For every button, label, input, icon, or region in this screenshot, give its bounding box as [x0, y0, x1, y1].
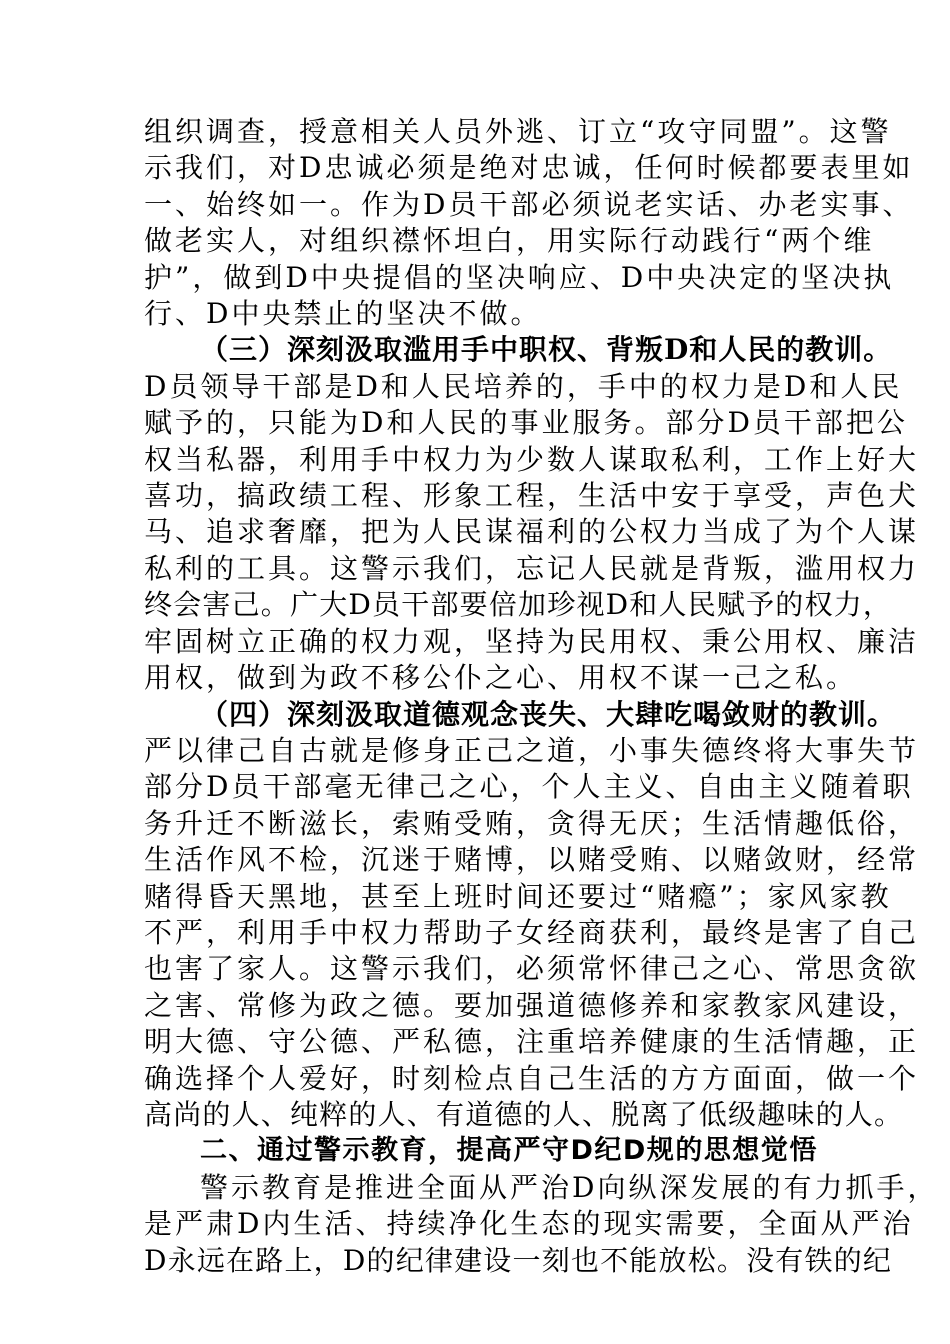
text-line-16: 用权，做到为政不移公仆之心、用权不谋一己之私。 [144, 661, 858, 695]
text-line-5: 护”，做到D中央提倡的坚决响应、D中央决定的坚决执 [144, 260, 895, 294]
text-line-31: 是严肃D内生活、持续净化生态的现实需要，全面从严治 [144, 1207, 914, 1241]
text-line-18: 严以律己自古就是修身正己之道，小事失德终将大事失节 [144, 733, 920, 767]
text-line-23: 不严，利用手中权力帮助子女经商获利，最终是害了自己 [144, 915, 920, 949]
text-line-1: 组织调查，授意相关人员外逃、订立“攻守同盟”。这警 [144, 115, 892, 148]
text-line-12: 马、追求奢靡，把为人民谋福利的公权力当成了为个人谋 [144, 515, 920, 549]
text-line-25: 之害、常修为政之德。要加强道德修养和家教家风建设， [144, 988, 920, 1022]
text-line-26: 明大德、守公德、严私德，注重培养健康的生活情趣，正 [144, 1025, 920, 1059]
text-line-8: D员领导干部是D和人民培养的，手中的权力是D和人民 [144, 369, 903, 403]
text-line-14: 终会害己。广大D员干部要倍加珍视D和人民赋予的权力， [144, 588, 893, 622]
subheading-4: （四）深刻汲取道德观念丧失、大肆吃喝敛财的教训。 [200, 697, 897, 731]
text-line-30: 警示教育是推进全面从严治D向纵深发展的有力抓手， [200, 1170, 939, 1204]
body-text [144, 114, 939, 1279]
text-line-11: 喜功，搞政绩工程、形象工程，生活中安于享受，声色犬 [144, 479, 920, 513]
text-line-15: 牢固树立正确的权力观，坚持为民用权、秉公用权、廉洁 [144, 624, 920, 658]
text-line-10: 权当私器，利用手中权力为少数人谋取私利，工作上好大 [144, 442, 920, 476]
text-line-4: 做老实人，对组织襟怀坦白，用实际行动践行“两个维 [144, 224, 875, 258]
text-line-19: 部分D员干部毫无律己之心，个人主义、自由主义随着职 [144, 770, 914, 804]
text-line-28: 高尚的人、纯粹的人、有道德的人、脱离了低级趣味的人。 [144, 1097, 904, 1131]
text-line-2: 示我们，对D忠诚必须是绝对忠诚，任何时候都要表里如 [144, 151, 914, 185]
text-line-6: 行、D中央禁止的坚决不做。 [144, 297, 542, 331]
text-line-22: 赌得昏天黑地，甚至上班时间还要过“赌瘾”；家风家教 [144, 879, 892, 913]
subheading-3: （三）深刻汲取滥用手中职权、背叛D和人民的教训。 [200, 333, 893, 367]
text-line-3: 一、始终如一。作为D员干部必须说老实话、办老实事、 [144, 187, 914, 221]
text-line-21: 生活作风不检，沉迷于赌博，以赌受贿、以赌敛财，经常 [144, 843, 920, 877]
text-line-20: 务升迁不断滋长，索贿受贿，贪得无厌；生活情趣低俗， [144, 806, 920, 840]
text-line-24: 也害了家人。这警示我们，必须常怀律己之心、常思贪欲 [144, 952, 920, 986]
text-line-13: 私利的工具。这警示我们，忘记人民就是背叛，滥用权力 [144, 551, 920, 585]
text-line-9: 赋予的，只能为D和人民的事业服务。部分D员干部把公 [144, 406, 908, 440]
text-line-32: D永远在路上，D的纪律建设一刻也不能放松。没有铁的纪 [144, 1243, 893, 1277]
text-line-27: 确选择个人爱好，时刻检点自己生活的方方面面，做一个 [144, 1061, 920, 1095]
section-heading-2: 二、通过警示教育，提高严守D纪D规的思想觉悟 [200, 1135, 818, 1167]
